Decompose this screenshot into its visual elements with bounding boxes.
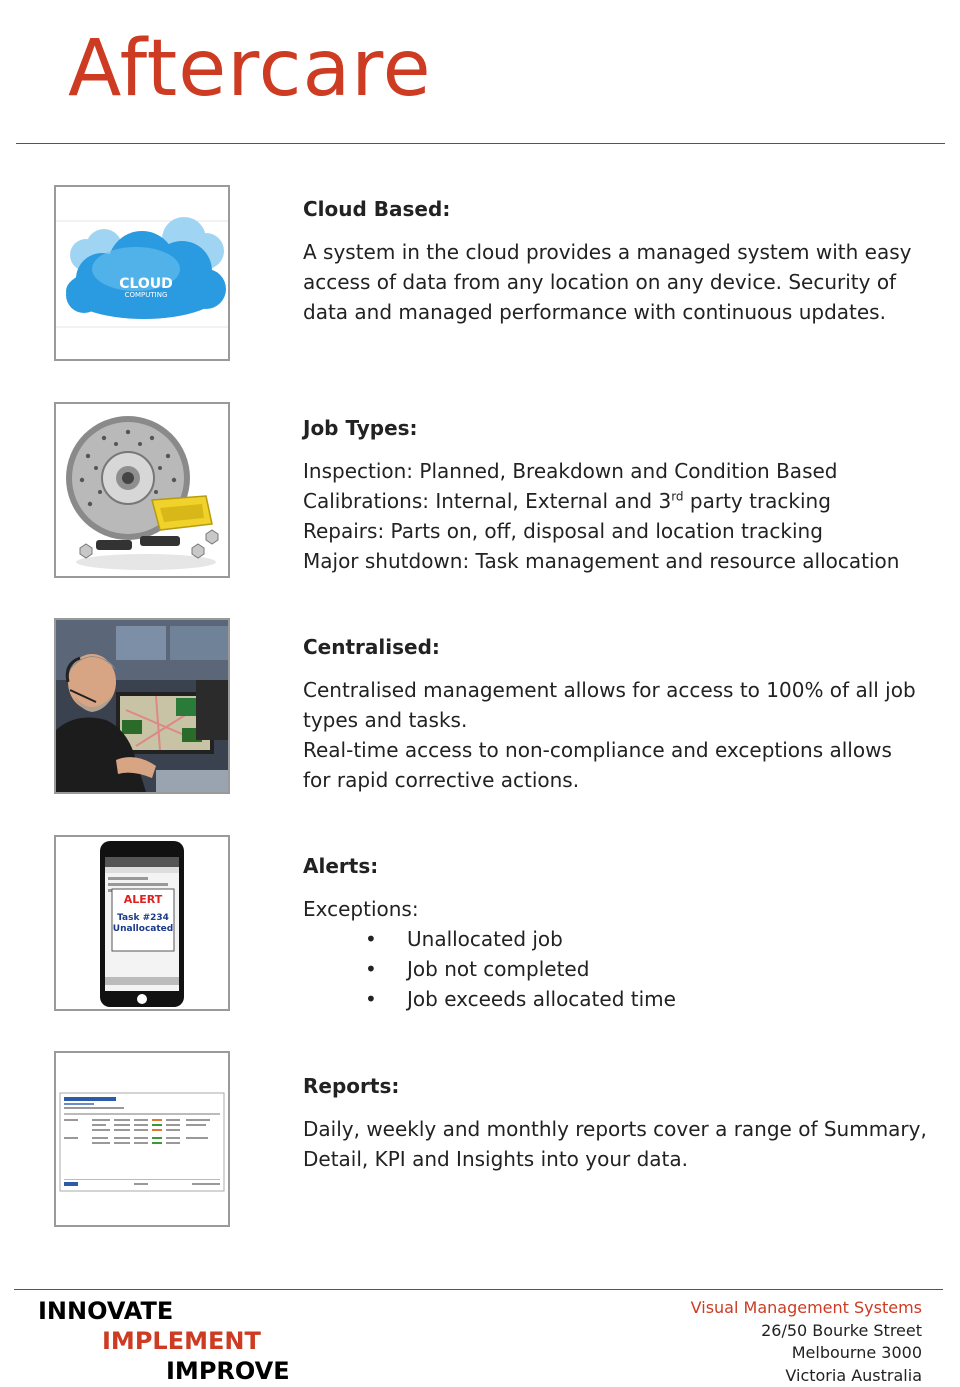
address-line: Melbourne 3000 xyxy=(791,1343,922,1362)
body-line: Real-time access to non-compliance and exceptions allows xyxy=(303,738,892,762)
section-job-types xyxy=(303,416,933,576)
alert-task: Task #234 xyxy=(117,913,169,923)
section-alerts xyxy=(303,854,933,1014)
body-line: access of data from any location on any device. Security of xyxy=(303,270,897,294)
body-line: Centralised management allows for access to 100% of all job xyxy=(303,678,916,702)
brake-disc-image xyxy=(54,402,230,578)
body-line: Detail, KPI and Insights into your data. xyxy=(303,1147,688,1171)
section-heading: Reports: xyxy=(303,1074,400,1098)
list-item xyxy=(303,954,933,984)
section-heading: Alerts: xyxy=(303,854,379,878)
cloud-computing-icon xyxy=(56,187,228,359)
section-body xyxy=(303,237,933,327)
alert-label: ALERT xyxy=(123,893,163,906)
slogan-implement: IMPLEMENT xyxy=(102,1327,261,1355)
cloud-computing-image xyxy=(54,185,230,361)
body-line: Repairs: Parts on, off, disposal and location tracking xyxy=(303,519,823,543)
section-heading: Job Types: xyxy=(303,416,418,440)
section-body xyxy=(303,1114,933,1174)
phone-alert-image xyxy=(54,835,230,1011)
bullet-icon: • xyxy=(365,957,377,981)
exceptions-list xyxy=(303,924,933,1014)
header-divider xyxy=(16,143,945,144)
section-centralised xyxy=(303,635,933,795)
slogan-improve: IMPROVE xyxy=(166,1357,290,1385)
control-room-operator-icon xyxy=(56,620,228,792)
slogan-innovate: INNOVATE xyxy=(38,1297,174,1325)
company-address xyxy=(691,1297,922,1387)
computing-label: COMPUTING xyxy=(124,291,168,299)
body-line xyxy=(303,486,933,516)
bullet-text: Job not completed xyxy=(407,957,590,981)
section-heading: Cloud Based: xyxy=(303,197,451,221)
alert-status: Unallocated xyxy=(112,924,174,934)
bullet-icon: • xyxy=(365,987,377,1011)
section-reports xyxy=(303,1074,933,1174)
body-line: data and managed performance with continuous updates. xyxy=(303,300,886,324)
body-line: Inspection: Planned, Breakdown and Condition Based xyxy=(303,459,838,483)
body-line: types and tasks. xyxy=(303,708,468,732)
section-cloud-based xyxy=(303,197,933,327)
bullet-text: Job exceeds allocated time xyxy=(407,987,676,1011)
cloud-label: CLOUD xyxy=(119,276,173,292)
bullet-text: Unallocated job xyxy=(407,927,563,951)
body-line: A system in the cloud provides a managed system with easy xyxy=(303,240,912,264)
section-body xyxy=(303,675,933,795)
alerts-intro: Exceptions: xyxy=(303,897,419,921)
address-line: 26/50 Bourke Street xyxy=(761,1320,922,1340)
body-line: Daily, weekly and monthly reports cover a range of Summary, xyxy=(303,1117,927,1141)
body-line: Major shutdown: Task management and resource allocation xyxy=(303,549,900,573)
section-body xyxy=(303,456,933,576)
report-document-icon xyxy=(56,1053,228,1225)
calibration-text: Calibrations: Internal, External and 3 xyxy=(303,489,672,513)
list-item xyxy=(303,924,933,954)
footer-divider xyxy=(14,1289,943,1290)
bullet-icon: • xyxy=(365,927,377,951)
calibration-tail: party tracking xyxy=(683,489,831,513)
address-line: Victoria Australia xyxy=(785,1365,922,1385)
list-item xyxy=(303,984,933,1014)
report-image xyxy=(54,1051,230,1227)
ordinal-suffix: rd xyxy=(671,489,684,504)
brake-disc-icon xyxy=(56,404,228,576)
phone-alert-icon xyxy=(56,837,228,1009)
control-room-image xyxy=(54,618,230,794)
slogan xyxy=(38,1296,290,1386)
section-heading: Centralised: xyxy=(303,635,440,659)
page-title: Aftercare xyxy=(68,24,432,114)
body-line: for rapid corrective actions. xyxy=(303,768,580,792)
company-name: Visual Management Systems xyxy=(690,1298,922,1317)
